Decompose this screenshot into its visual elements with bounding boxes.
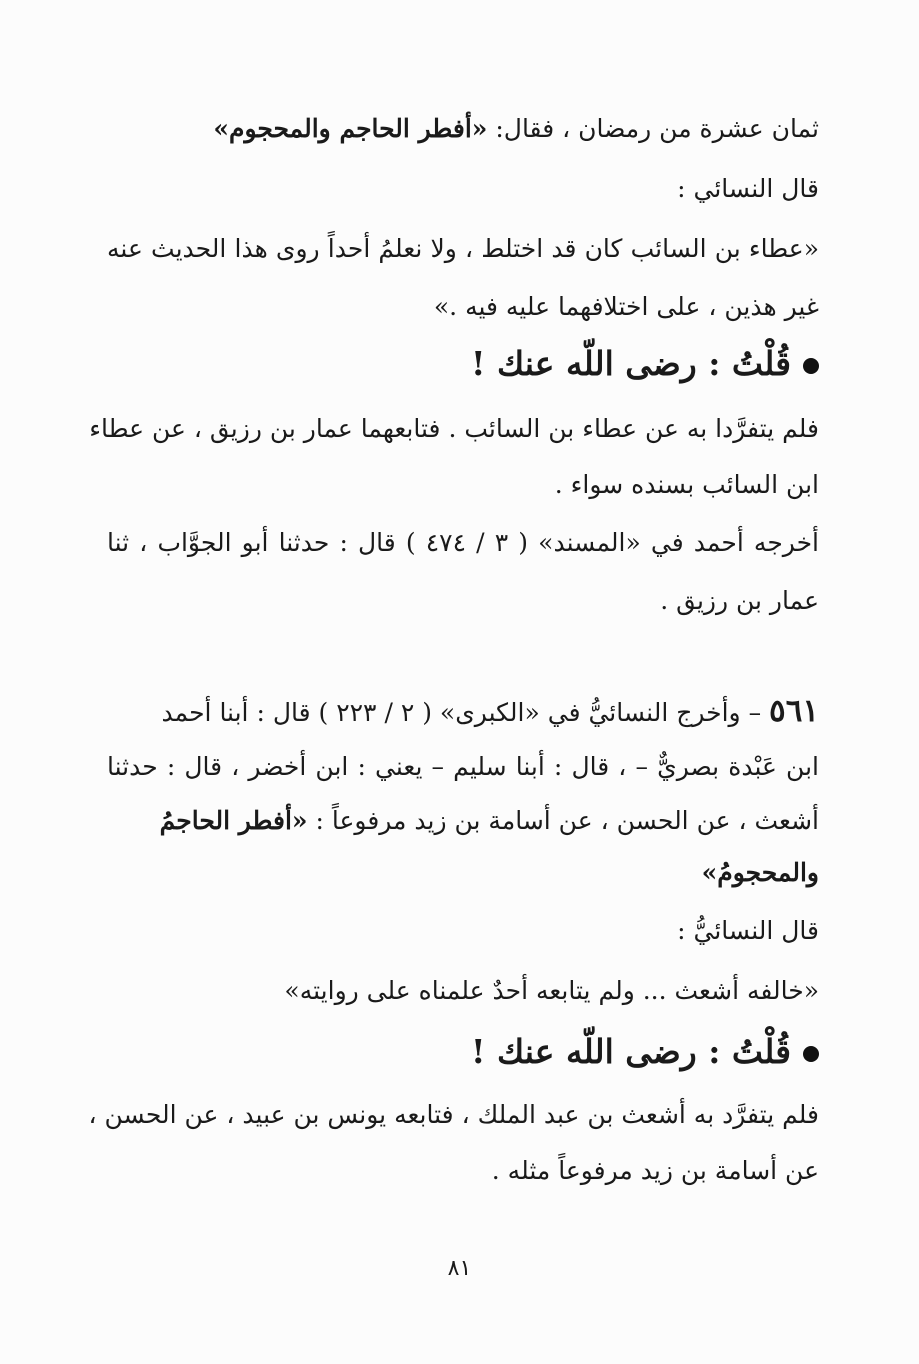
- bullet-icon: [803, 1046, 819, 1062]
- text-line: [213, 112, 819, 146]
- hadith-entry-line: [162, 694, 819, 730]
- text-line: «خالفه أشعث ... ولم يتابعه أحدٌ علمناه على روايته»: [284, 976, 819, 1005]
- heading-text: قُلْتُ : رضى اللّه عنك !: [471, 1032, 791, 1071]
- text-span: – وأخرج النسائيُّ في «الكبرى» ( ٢ / ٢٢٣ ) قال : أبنا أحمد: [161, 698, 762, 727]
- hadith-number: ٥٦١: [769, 693, 819, 729]
- text-span: ثمان عشرة من رمضان ، فقال:: [487, 114, 819, 143]
- text-line: غير هذين ، على اختلافهما عليه فيه .»: [433, 292, 819, 321]
- text-line: فلم يتفرَّد به أشعث بن عبد الملك ، فتابعه يونس بن عبيد ، عن الحسن ،: [88, 1100, 819, 1129]
- hadith-quote: «أفطر الحاجمُ: [159, 806, 308, 835]
- hadith-quote: والمحجومُ»: [701, 858, 819, 887]
- text-line: قال النسائيُّ :: [677, 916, 819, 945]
- text-line: «عطاء بن السائب كان قد اختلط ، ولا نعلمُ أحداً روى هذا الحديث عنه: [107, 234, 819, 263]
- section-heading: [471, 1030, 819, 1074]
- text-line: عمار بن رزيق .: [660, 586, 819, 615]
- text-line: أخرجه أحمد في «المسند» ( ٣ / ٤٧٤ ) قال : حدثنا أبو الجوَّاب ، ثنا: [107, 528, 819, 557]
- hadith-quote: «أفطر الحاجم والمحجوم»: [213, 114, 488, 143]
- section-heading: [471, 342, 819, 386]
- text-line: عن أسامة بن زيد مرفوعاً مثله .: [491, 1156, 819, 1185]
- text-line: ابن السائب بسنده سواء .: [554, 470, 819, 499]
- text-span: أشعث ، عن الحسن ، عن أسامة بن زيد مرفوعاً :: [307, 806, 819, 835]
- heading-text: قُلْتُ : رضى اللّه عنك !: [471, 344, 791, 383]
- bullet-icon: [803, 358, 819, 374]
- text-line: قال النسائي :: [677, 174, 819, 203]
- page-number: ٨١: [447, 1256, 472, 1281]
- text-line: [160, 804, 819, 838]
- text-line: ابن عَبْدة بصريٌّ – ، قال : أبنا سليم – يعني : ابن أخضر ، قال : حدثنا: [107, 752, 819, 781]
- text-line: فلم يتفرَّدا به عن عطاء بن السائب . فتابعهما عمار بن رزيق ، عن عطاء: [89, 414, 819, 443]
